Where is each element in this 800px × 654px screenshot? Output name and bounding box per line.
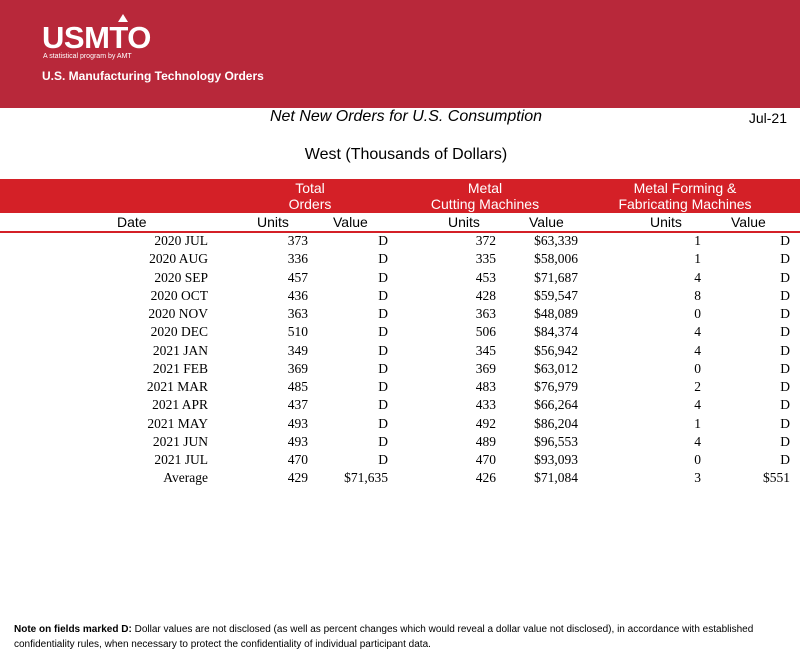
cell-total-value: D bbox=[378, 324, 388, 340]
table-row bbox=[0, 306, 800, 324]
cell-mf-units: 4 bbox=[694, 342, 701, 358]
cell-mf-value: D bbox=[780, 269, 790, 285]
cell-date: 2020 SEP bbox=[154, 269, 208, 285]
cell-mc-value: $71,687 bbox=[534, 269, 578, 285]
col-date-header: Date bbox=[117, 214, 147, 230]
cell-mc-units: 470 bbox=[475, 452, 496, 467]
cell-date: Average bbox=[163, 470, 208, 486]
cell-total-value: D bbox=[378, 415, 388, 431]
table-header-band bbox=[0, 179, 800, 213]
table-row bbox=[0, 270, 800, 288]
cell-mf-value: D bbox=[780, 452, 790, 467]
cell-mc-units: 363 bbox=[475, 306, 496, 321]
cell-mf-value: D bbox=[780, 233, 790, 248]
cell-total-value: D bbox=[378, 433, 388, 449]
cell-date: 2021 FEB bbox=[152, 360, 208, 376]
table-row bbox=[0, 434, 800, 452]
header-banner bbox=[0, 0, 800, 108]
cell-total-units: 436 bbox=[287, 287, 308, 303]
cell-total-units: 470 bbox=[287, 452, 308, 467]
cell-mf-value: D bbox=[780, 342, 790, 358]
cell-mc-units: 372 bbox=[475, 233, 496, 248]
cell-total-units: 336 bbox=[287, 251, 308, 267]
col-total-units-header: Units bbox=[257, 214, 289, 230]
cell-mc-units: 506 bbox=[475, 324, 496, 340]
cell-date: 2021 JUL bbox=[154, 452, 208, 467]
table-row bbox=[0, 233, 800, 251]
cell-mf-value: D bbox=[780, 397, 790, 413]
cell-mf-units: 0 bbox=[694, 452, 701, 467]
program-subtitle: U.S. Manufacturing Technology Orders bbox=[42, 69, 264, 83]
group-total-line2: Orders bbox=[288, 196, 332, 212]
cell-mf-value: D bbox=[780, 251, 790, 267]
cell-mc-value: $84,374 bbox=[534, 324, 578, 340]
cell-total-value: D bbox=[378, 287, 388, 303]
group-total-orders bbox=[260, 180, 360, 212]
cell-mc-value: $96,553 bbox=[534, 433, 578, 449]
cell-mf-units: 8 bbox=[694, 287, 701, 303]
cell-mf-value: D bbox=[780, 324, 790, 340]
confidentiality-note bbox=[14, 622, 794, 652]
cell-date: 2020 JUL bbox=[154, 233, 208, 248]
table-row bbox=[0, 397, 800, 415]
cell-mc-value: $76,979 bbox=[534, 379, 578, 394]
table-row bbox=[0, 251, 800, 269]
cell-mc-value: $86,204 bbox=[534, 415, 578, 431]
cell-mf-units: 4 bbox=[694, 324, 701, 340]
cell-total-value: $71,635 bbox=[344, 470, 388, 486]
cell-date: 2021 JAN bbox=[152, 342, 208, 358]
group-metal-cutting-line2: Cutting Machines bbox=[430, 196, 540, 212]
cell-mf-value: D bbox=[780, 287, 790, 303]
cell-mf-value: D bbox=[780, 360, 790, 376]
cell-total-value: D bbox=[378, 306, 388, 321]
cell-mc-units: 489 bbox=[475, 433, 496, 449]
table-row bbox=[0, 343, 800, 361]
cell-mc-units: 335 bbox=[475, 251, 496, 267]
cell-mf-units: 1 bbox=[694, 415, 701, 431]
report-date: Jul-21 bbox=[748, 110, 787, 126]
col-mc-value-header: Value bbox=[529, 214, 564, 230]
cell-mc-value: $59,547 bbox=[534, 287, 578, 303]
cell-total-units: 485 bbox=[287, 379, 308, 394]
cell-date: 2021 MAR bbox=[146, 379, 208, 394]
table-row bbox=[0, 379, 800, 397]
group-metal-cutting-line1: Metal bbox=[467, 180, 503, 196]
cell-mc-units: 433 bbox=[475, 397, 496, 413]
cell-mc-units: 453 bbox=[475, 269, 496, 285]
cell-total-units: 369 bbox=[287, 360, 308, 376]
usmto-logo: USMTO bbox=[42, 20, 151, 55]
table-row bbox=[0, 361, 800, 379]
col-total-value-header: Value bbox=[333, 214, 368, 230]
cell-mf-value: D bbox=[780, 379, 790, 394]
cell-total-units: 363 bbox=[287, 306, 308, 321]
table-row bbox=[0, 324, 800, 342]
cell-total-units: 510 bbox=[287, 324, 308, 340]
cell-total-units: 457 bbox=[287, 269, 308, 285]
logo-tagline: A statistical program by AMT bbox=[43, 53, 132, 60]
cell-total-value: D bbox=[378, 397, 388, 413]
cell-mc-value: $66,264 bbox=[534, 397, 578, 413]
cell-total-value: D bbox=[378, 233, 388, 248]
cell-mc-units: 345 bbox=[475, 342, 496, 358]
cell-mc-units: 483 bbox=[475, 379, 496, 394]
cell-mf-units: 0 bbox=[694, 306, 701, 321]
cell-mf-value: D bbox=[780, 306, 790, 321]
cell-mc-units: 426 bbox=[475, 470, 496, 486]
average-row bbox=[0, 470, 800, 488]
cell-date: 2021 JUN bbox=[152, 433, 208, 449]
cell-mf-units: 4 bbox=[694, 433, 701, 449]
group-metal-cutting bbox=[420, 180, 550, 212]
cell-total-units: 493 bbox=[287, 433, 308, 449]
cell-total-value: D bbox=[378, 269, 388, 285]
cell-total-value: D bbox=[378, 251, 388, 267]
cell-mc-value: $63,339 bbox=[534, 233, 578, 248]
table-row bbox=[0, 288, 800, 306]
cell-mf-units: 1 bbox=[694, 233, 701, 248]
cell-date: 2020 AUG bbox=[149, 251, 208, 267]
cell-total-units: 437 bbox=[287, 397, 308, 413]
cell-mf-value: D bbox=[780, 415, 790, 431]
cell-mc-units: 492 bbox=[475, 415, 496, 431]
cell-mc-value: $93,093 bbox=[534, 452, 578, 467]
report-region: West (Thousands of Dollars) bbox=[304, 146, 508, 163]
group-metal-forming-line1: Metal Forming & bbox=[633, 180, 737, 196]
group-total-line1: Total bbox=[295, 180, 325, 196]
cell-date: 2021 APR bbox=[152, 397, 208, 413]
cell-total-value: D bbox=[378, 452, 388, 467]
cell-date: 2021 MAY bbox=[147, 415, 208, 431]
cell-mc-value: $58,006 bbox=[534, 251, 578, 267]
cell-total-units: 349 bbox=[287, 342, 308, 358]
cell-mc-units: 369 bbox=[475, 360, 496, 376]
report-title: Net New Orders for U.S. Consumption bbox=[269, 108, 543, 125]
cell-mf-units: 1 bbox=[694, 251, 701, 267]
cell-mf-units: 0 bbox=[694, 360, 701, 376]
cell-total-value: D bbox=[378, 360, 388, 376]
cell-mc-value: $56,942 bbox=[534, 342, 578, 358]
col-mf-units-header: Units bbox=[650, 214, 682, 230]
col-mc-units-header: Units bbox=[448, 214, 480, 230]
cell-mf-units: 4 bbox=[694, 269, 701, 285]
cell-date: 2020 OCT bbox=[150, 287, 208, 303]
cell-mc-value: $71,084 bbox=[534, 470, 578, 486]
cell-mc-value: $48,089 bbox=[534, 306, 578, 321]
cell-mc-units: 428 bbox=[475, 287, 496, 303]
group-metal-forming-line2: Fabricating Machines bbox=[618, 196, 752, 212]
cell-mf-value: $551 bbox=[763, 470, 790, 486]
table-row bbox=[0, 416, 800, 434]
note-text: Dollar values are not disclosed (as well as percent changes which would reveal a dollar value not disclosed), in accordance with established confidentiality rules, when necessary to protect the confidentiality of individual participant data. bbox=[14, 624, 754, 650]
cell-total-units: 493 bbox=[287, 415, 308, 431]
cell-total-value: D bbox=[378, 342, 388, 358]
cell-total-units: 373 bbox=[287, 233, 308, 248]
cell-total-units: 429 bbox=[287, 470, 308, 486]
cell-mf-units: 3 bbox=[694, 470, 701, 486]
cell-date: 2020 DEC bbox=[150, 324, 208, 340]
col-mf-value-header: Value bbox=[731, 214, 766, 230]
cell-total-value: D bbox=[378, 379, 388, 394]
cell-mf-units: 2 bbox=[694, 379, 701, 394]
cell-mf-value: D bbox=[780, 433, 790, 449]
logo-arrow-icon bbox=[118, 14, 128, 22]
note-label: Note on fields marked D: bbox=[14, 624, 132, 635]
cell-mf-units: 4 bbox=[694, 397, 701, 413]
cell-mc-value: $63,012 bbox=[534, 360, 578, 376]
table-row bbox=[0, 452, 800, 470]
group-metal-forming bbox=[600, 180, 770, 212]
cell-date: 2020 NOV bbox=[148, 306, 208, 321]
